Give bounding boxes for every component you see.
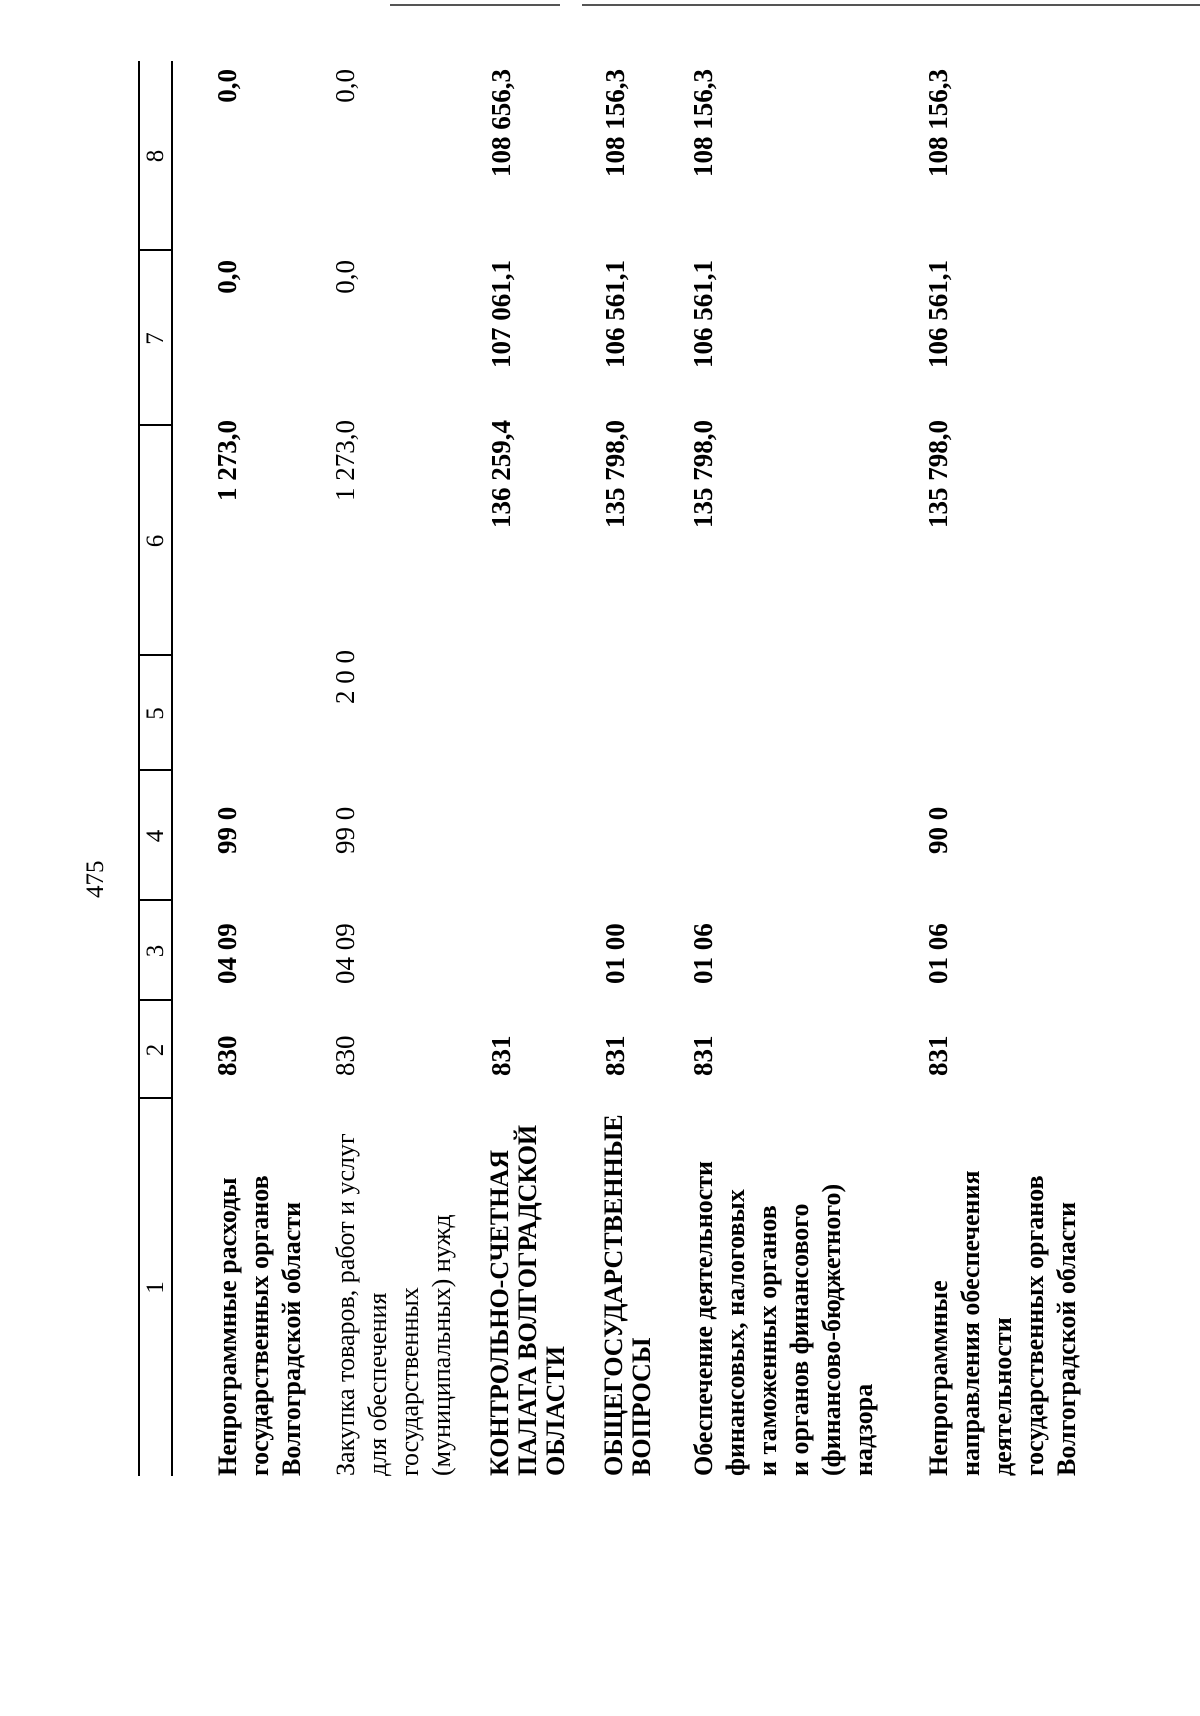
row-name [923,1170,1083,1476]
cell-expense-type: 2 0 0 [330,650,360,704]
row-name-line: финансовых, налоговых [721,1189,750,1476]
row-name [330,1133,458,1476]
cell-value-7: 106 561,1 [688,260,718,368]
cell-admin-code: 830 [330,1035,360,1076]
row-name-line: Закупка товаров, работ и услуг [331,1133,360,1476]
cell-admin-code: 831 [486,1035,516,1076]
page-number: 475 [82,860,109,898]
cell-value-8: 108 156,3 [600,69,630,177]
cell-value-8: 0,0 [330,69,360,103]
row-name-line: (муниципальных) нужд [427,1214,456,1476]
row-name-line: направления обеспечения [956,1170,985,1476]
row-name-line: государственных органов [1020,1175,1049,1476]
cell-admin-code: 831 [688,1035,718,1076]
cell-value-7: 106 561,1 [600,260,630,368]
cell-value-7: 106 561,1 [923,260,953,368]
cell-admin-code: 831 [923,1035,953,1076]
col-header-7: 7 [142,332,169,345]
cell-value-8: 108 156,3 [688,69,718,177]
cell-value-6: 1 273,0 [212,420,242,501]
col-header-6: 6 [142,534,169,548]
row-name-line: КОНТРОЛЬНО-СЧЕТНАЯ [485,1150,514,1476]
row-name-line: деятельности [988,1317,1017,1476]
row-name-line: государственных [395,1287,424,1476]
cell-value-8: 0,0 [212,69,242,103]
col-header-3: 3 [142,944,169,958]
cell-value-6: 135 798,0 [688,420,718,528]
cell-target-code: 99 0 [212,806,242,854]
row-name-line: (финансово-бюджетного) [817,1183,846,1476]
cell-section-code: 01 00 [600,923,630,984]
row-name-line: надзора [849,1383,878,1476]
row-name-line: для обеспечения [363,1292,392,1476]
row-name-line: Непрограммные расходы [213,1177,242,1476]
cell-section-code: 04 09 [212,923,242,984]
row-name-line: и органов финансового [785,1203,814,1476]
row-name [486,1125,570,1476]
cell-admin-code: 831 [600,1035,630,1076]
col-header-8: 8 [142,149,169,163]
col-header-1: 1 [142,1281,169,1294]
row-name-line: ПАЛАТА ВОЛГОГРАДСКОЙ [513,1124,542,1476]
cell-value-7: 0,0 [212,260,242,294]
cell-section-code: 01 06 [923,923,953,984]
cell-value-7: 0,0 [330,260,360,294]
cell-value-6: 136 259,4 [486,420,516,528]
row-name-line: государственных органов [245,1175,274,1476]
row-name-line: Непрограммные [924,1280,953,1476]
row-name-line: и таможенных органов [753,1205,782,1476]
row-name-line: ОБЛАСТИ [541,1346,570,1476]
col-header-2: 2 [142,1043,169,1057]
cell-value-6: 135 798,0 [923,420,953,528]
cell-section-code: 01 06 [688,923,718,984]
col-header-5: 5 [142,707,169,720]
row-name [600,1114,656,1476]
col-header-4: 4 [142,829,169,843]
cell-value-8: 108 156,3 [923,69,953,177]
cell-value-7: 107 061,1 [486,260,516,368]
row-name [212,1175,308,1476]
row-name-line: Обеспечение деятельности [689,1160,718,1476]
cell-target-code: 90 0 [923,806,953,854]
row-name-line: Волгоградской области [277,1201,306,1476]
row-name-line: Волгоградской области [1052,1201,1081,1476]
cell-value-8: 108 656,3 [486,69,516,177]
cell-target-code: 99 0 [330,806,360,854]
cell-value-6: 1 273,0 [330,420,360,501]
row-name-line: ВОПРОСЫ [627,1337,656,1476]
row-name-line: ОБЩЕГОСУДАРСТВЕННЫЕ [599,1114,628,1476]
cell-value-6: 135 798,0 [600,420,630,528]
row-name [688,1161,880,1476]
cell-admin-code: 830 [212,1035,242,1076]
cell-section-code: 04 09 [330,923,360,984]
